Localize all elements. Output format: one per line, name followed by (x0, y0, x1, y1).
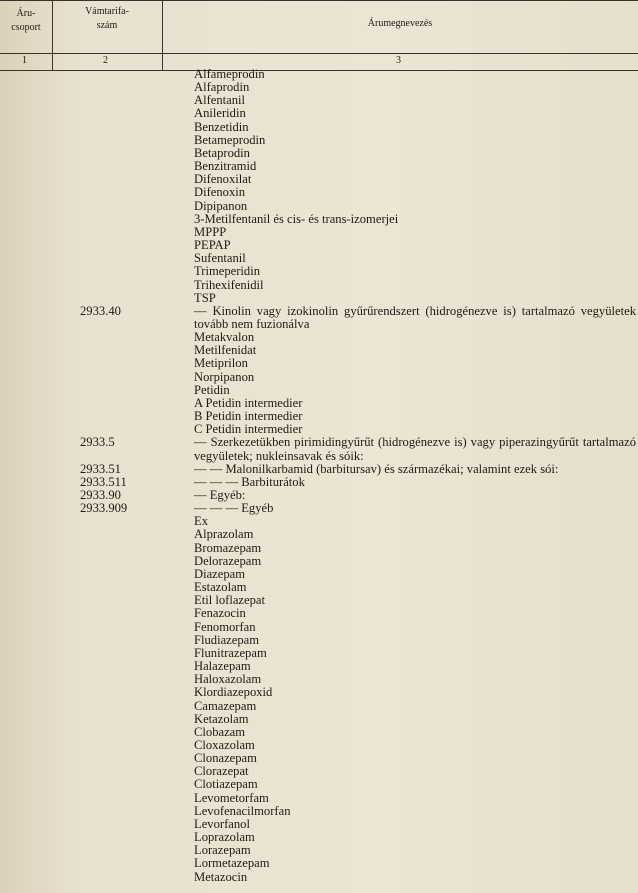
product-name: PEPAP (194, 238, 231, 253)
table-header (0, 0, 638, 54)
product-name: Diazepam (194, 566, 246, 581)
column-number-1: 1 (22, 55, 27, 66)
table-row (0, 186, 638, 199)
product-name: Fenazocin (194, 606, 246, 621)
product-name: Ex (194, 514, 208, 529)
column-header-vamtarifaszam (52, 5, 162, 33)
product-name: Metakvalon (194, 330, 255, 345)
header-label: Áru- (16, 8, 36, 19)
product-name: Levorfanol (194, 816, 250, 831)
table-row (0, 621, 638, 634)
header-label: Vámtarifa- (85, 6, 129, 17)
table-row (0, 397, 638, 410)
table-row (0, 805, 638, 818)
table-row (0, 792, 638, 805)
table-row (0, 700, 638, 713)
tariff-code: 2933.90 (80, 488, 121, 502)
product-name: B Petidin intermedier (194, 409, 303, 424)
table-row (0, 515, 638, 528)
table-row (0, 134, 638, 147)
table-row (0, 752, 638, 765)
product-name: Klordiazepoxid (194, 685, 273, 700)
product-name: — — — Barbiturátok (194, 474, 305, 489)
tariff-code: 2933.51 (80, 461, 121, 476)
tariff-code: 2933.511 (80, 474, 127, 489)
product-name: Halazepam (194, 659, 251, 674)
product-name: Clobazam (194, 724, 246, 739)
header-label: szám (96, 20, 118, 31)
table-row (0, 634, 638, 647)
column-header-arucsoport (0, 7, 52, 35)
table-row (0, 726, 638, 739)
product-name: Betameprodin (194, 132, 266, 147)
header-label: csoport (11, 22, 41, 33)
product-name: Difenoxin (194, 185, 246, 200)
table-row (0, 568, 638, 581)
table-row (0, 844, 638, 857)
product-name: — Szerkezetükben pirimidingyűrűt (hidrogénezve is) vagy piperazingyűrűt tartalmazó vegyületek; nukleinsavak és sóik: (194, 435, 636, 463)
table-row (0, 357, 638, 370)
product-name: Fenomorfan (194, 619, 256, 634)
table-row (0, 594, 638, 607)
product-name: Levofenacilmorfan (194, 803, 291, 818)
product-name: Delorazepam (194, 553, 262, 568)
product-name: Benzitramid (194, 159, 257, 174)
product-name: Cloxazolam (194, 737, 255, 752)
product-name: — Egyéb: (194, 488, 246, 502)
product-name: Flunitrazepam (194, 645, 267, 660)
product-name: MPPP (194, 224, 227, 239)
product-name: Trimeperidin (194, 264, 261, 279)
product-name: Haloxazolam (194, 672, 262, 687)
table-row (0, 344, 638, 357)
table-row (0, 292, 638, 305)
product-name: Ketazolam (194, 711, 249, 726)
table-row (0, 279, 638, 292)
table-row (0, 81, 638, 94)
column-number-3: 3 (396, 55, 401, 66)
table-row (0, 607, 638, 620)
product-name: — — — Egyéb (194, 501, 274, 516)
table-row (0, 713, 638, 726)
product-name: Benzetidin (194, 119, 249, 134)
table-row (0, 107, 638, 120)
table-row (0, 765, 638, 778)
product-name: Clotiazepam (194, 777, 258, 792)
table-row (0, 410, 638, 423)
table-row (0, 265, 638, 278)
table-row (0, 200, 638, 213)
table-row (0, 660, 638, 673)
table-row (0, 647, 638, 660)
table-row (0, 739, 638, 752)
product-name: Estazolam (194, 580, 247, 595)
table-row (0, 213, 638, 226)
product-name: A Petidin intermedier (194, 395, 303, 410)
product-name: Alfentanil (194, 93, 246, 108)
table-row (0, 160, 638, 173)
table-row (0, 542, 638, 555)
table-row (0, 252, 638, 265)
product-name: Metazocin (194, 869, 248, 884)
table-row (0, 384, 638, 397)
column-header-arumegnevezes: Árumegnevezés (367, 18, 433, 29)
table-row (0, 226, 638, 239)
tariff-code: 2933.5 (80, 435, 115, 450)
product-name: Levometorfam (194, 790, 269, 805)
product-name: Lorazepam (194, 843, 251, 858)
table-row (0, 818, 638, 831)
table-row (0, 463, 638, 476)
table-row (0, 305, 638, 331)
table-row (0, 502, 638, 515)
product-name: Clorazepat (194, 764, 249, 779)
product-name: — — Malonilkarbamid (barbitursav) és származékai; valamint ezek sói: (194, 461, 559, 476)
product-name: Alprazolam (194, 527, 254, 542)
product-name: Metilfenidat (194, 343, 257, 358)
table-row (0, 239, 638, 252)
product-name: TSP (194, 290, 216, 305)
table-row (0, 673, 638, 686)
product-name: Metiprilon (194, 356, 248, 371)
product-name: Lormetazepam (194, 856, 270, 871)
product-name: Clonazepam (194, 751, 257, 766)
table-row (0, 686, 638, 699)
table-row (0, 831, 638, 844)
table-row (0, 778, 638, 791)
table-row (0, 94, 638, 107)
table-row (0, 371, 638, 384)
product-name: Camazepam (194, 698, 257, 713)
product-name: C Petidin intermedier (194, 422, 303, 437)
table-row (0, 555, 638, 568)
tariff-code: 2933.40 (80, 303, 121, 318)
table-row (0, 147, 638, 160)
table-row (0, 173, 638, 186)
product-name: Petidin (194, 382, 230, 397)
product-name: Difenoxilat (194, 172, 252, 187)
product-name: Loprazolam (194, 830, 255, 845)
tariff-code: 2933.909 (80, 501, 128, 516)
table-row (0, 857, 638, 870)
product-name: Bromazepam (194, 540, 262, 555)
table-row (0, 68, 638, 81)
table-row (0, 121, 638, 134)
table-body (0, 68, 638, 884)
product-name: Dipipanon (194, 198, 248, 213)
product-name: 3-Metilfentanil és cis- és trans-izomerjei (194, 211, 399, 226)
table-row (0, 436, 638, 462)
product-name: Fludiazepam (194, 632, 260, 647)
product-name: Sufentanil (194, 251, 246, 266)
product-name: Betaprodin (194, 145, 250, 160)
product-name: Alfaprodin (194, 80, 250, 95)
table-row (0, 528, 638, 541)
product-name: — Kinolin vagy izokinolin gyűrűrendszert (hidrogénezve is) tartalmazó vegyületek tovább nem fuzionálva (194, 303, 636, 331)
table-row (0, 581, 638, 594)
product-name: Anileridin (194, 106, 246, 121)
product-name: Alfameprodin (194, 67, 265, 81)
table-row (0, 871, 638, 884)
product-name: Norpipanon (194, 369, 255, 384)
product-name: Etil loflazepat (194, 593, 265, 608)
table-row (0, 331, 638, 344)
product-name: Trihexifenidil (194, 277, 264, 292)
column-number-2: 2 (103, 55, 108, 66)
